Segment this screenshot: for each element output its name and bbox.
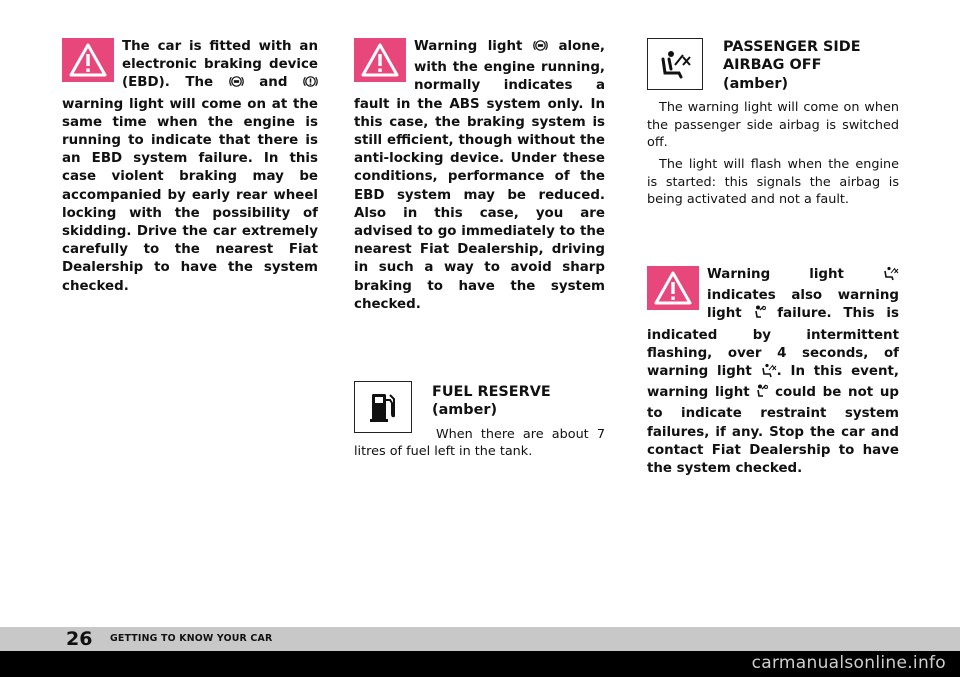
fuel-text: When there are about 7 litres of fuel left in the tank. xyxy=(354,426,605,460)
section-title: GETTING TO KNOW YOUR CAR xyxy=(110,633,273,644)
airbag-system-symbol-icon xyxy=(754,305,766,326)
fuel-subtitle: (amber) xyxy=(432,402,498,419)
watermark-text[interactable]: carmanualsonline.info xyxy=(751,653,946,673)
abs-text-a: Warning light xyxy=(414,39,523,54)
airbag-warn-text-e: could be not up to indicate restraint system failures, if any. Stop the car and contact Fiat Dealership to have the system checked. xyxy=(647,385,899,477)
fuel-pump-icon xyxy=(354,381,412,433)
ebd-text-c: warning light will come on at the same time when the engine is running to indicate that there is an EBD system failure. In this case violent braking may be accompanied by early rear wheel locking with the possibility of skidding. Drive the car extremely carefully to the nearest Fiat Dealership to have the system checked. xyxy=(62,96,318,294)
column-abs xyxy=(354,38,605,460)
airbag-warn-text-b: indicates also warning light xyxy=(707,288,899,322)
airbag-warning-section xyxy=(647,266,899,478)
ebd-text-a: The car is fitted with an electronic braking device (EBD). The xyxy=(122,39,318,91)
brake-symbol-icon xyxy=(303,74,318,95)
airbag-off-icon xyxy=(647,38,703,90)
airbag-paragraph-1: The warning light will come on when the passenger side airbag is switched off. xyxy=(647,100,899,151)
page-number: 26 xyxy=(66,628,93,650)
airbag-warn-text-a: Warning light xyxy=(707,267,844,282)
airbag-title-2: AIRBAG OFF xyxy=(723,57,822,74)
abs-symbol-icon xyxy=(229,74,244,95)
fuel-title: FUEL RESERVE xyxy=(432,384,551,400)
column-airbag xyxy=(647,38,899,477)
airbag-subtitle: (amber) xyxy=(723,75,789,92)
ebd-text-b: and xyxy=(259,75,288,91)
airbag-title: PASSENGER SIDE xyxy=(723,39,861,55)
airbag-warn-text-c: failure. This is indicated by intermittent flashing, over 4 seconds, of warning light xyxy=(647,306,899,380)
warning-triangle-icon xyxy=(647,266,699,310)
fuel-reserve-section xyxy=(354,381,605,461)
abs-text-b: alone, with the engine running, normally indicates a fault in the ABS system only. In this case, the braking system is still efficient, though without the anti-locking device. Under these conditions, performance of the EBD system may be reduced. Also in this case, you are advised to go immediately to the nearest Fiat Dealership, driving in such a way to avoid sharp braking to have the system checked. xyxy=(354,39,605,312)
page-footer xyxy=(0,627,960,651)
airbag-warn-text-d: . In this event, warning light xyxy=(647,364,899,401)
abs-symbol-icon xyxy=(533,38,548,59)
watermark-bar xyxy=(0,651,960,677)
airbag-off-symbol-icon xyxy=(761,363,777,384)
airbag-off-symbol-icon xyxy=(883,266,899,287)
warning-triangle-icon xyxy=(62,38,114,82)
airbag-system-symbol-icon xyxy=(756,384,768,405)
airbag-paragraph-2: The light will flash when the engine is started: this signals the airbag is being activated and not a fault. xyxy=(647,157,899,208)
column-ebd xyxy=(62,38,318,296)
warning-triangle-icon xyxy=(354,38,406,82)
